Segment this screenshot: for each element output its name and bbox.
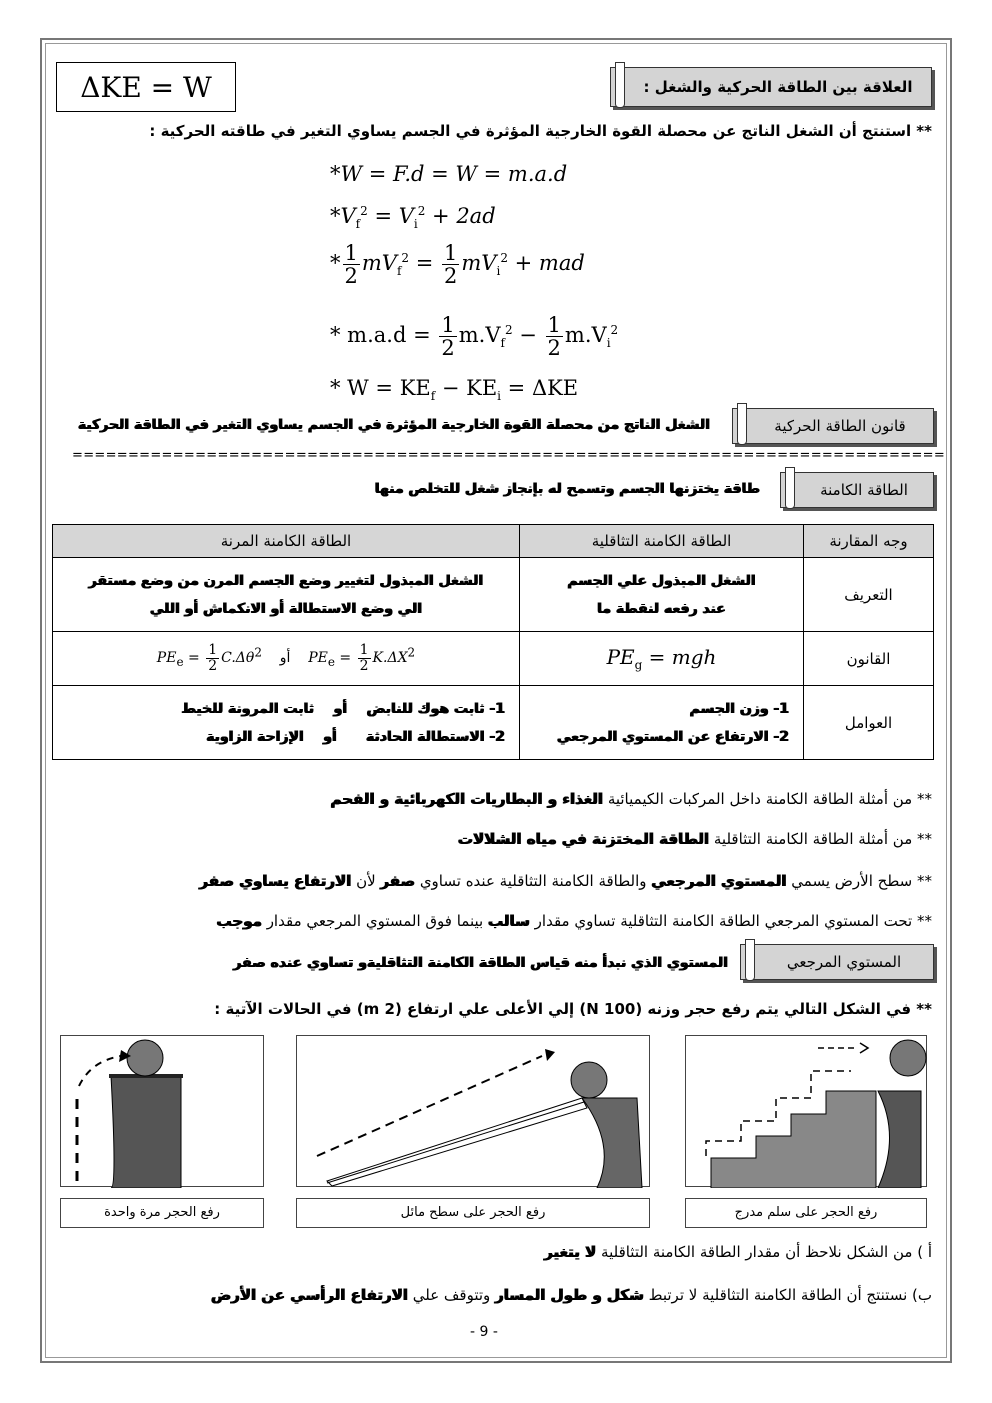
- f-el-2-or: أو: [323, 728, 337, 745]
- table-row-law: [53, 632, 934, 686]
- b3-b3: الارتفاع يساوي صفر: [199, 872, 352, 890]
- b3-p3: لأن: [351, 872, 381, 890]
- b3-p1: ** سطح الأرض يسمي: [786, 872, 932, 890]
- f-el-line2: [53, 723, 505, 751]
- f-el-1b: ثابت المرونة للخيط: [181, 700, 315, 717]
- b2-bold: الطاقة المختزنة في مياه الشلالات: [457, 830, 710, 848]
- header-elastic: الطاقة الكامنة المرنة: [53, 525, 520, 558]
- intro-text: ** استنتج أن الشغل الناتج عن محصلة القوة الخارجية المؤثرة في الجسم يساوي التغير في طاقته الحركية :: [149, 122, 932, 140]
- equation-3: * $\frac{1}{2}$ $mV_f^2$ = $\frac{1}{2}$ $mV_i^2$ + mad: [330, 241, 585, 289]
- equation-4: * m.a.d = $\frac{1}{2}$ $m.V_f^2$ − $\frac{1}{2}$ $m.V_i^2$: [330, 313, 619, 361]
- def-gravitational: [520, 558, 804, 632]
- page-number: - 9 -: [470, 1324, 498, 1340]
- factors-elastic: [53, 686, 520, 760]
- eq5-part3: = ΔKE: [501, 376, 579, 400]
- table-row-factors: [53, 686, 934, 760]
- potential-energy-text: طاقة يختزنها الجسم وتسمح له بإنجاز شغل للتخلص منها: [374, 481, 760, 497]
- figure-incline: [296, 1035, 650, 1187]
- eq5-part2: − KE: [435, 376, 498, 400]
- figure-incline-drawing: [297, 1036, 651, 1188]
- def-el-line1: الشغل المبذول لتغيير وضع الجسم المرن من وضع مستقر: [88, 572, 484, 589]
- b3-b2: صفر: [380, 872, 416, 890]
- formula-box-text: ΔKE = W: [80, 70, 212, 104]
- law-kinetic-label: [732, 408, 934, 444]
- bullet-sign: [217, 912, 932, 930]
- eq5-part1: * W = KE: [330, 376, 431, 400]
- caption-lift-once: رفع الحجر مرة واحدة: [60, 1198, 264, 1228]
- f-grav-1: 1- وزن الجسم: [689, 700, 789, 717]
- def-grav-line2: عند رفعه لنقطة ما: [597, 600, 726, 617]
- b4-p2: بينما فوق المستوي المرجعي مقدار: [261, 912, 488, 930]
- f-el-1-or: أو: [333, 700, 348, 717]
- potential-energy-label: [780, 472, 934, 508]
- separator-line: ==============================================================================: [72, 448, 946, 463]
- f-grav-2: 2- الارتفاع عن المستوي المرجعي: [557, 728, 789, 745]
- cb-p2: وتتوقف علي: [407, 1286, 496, 1304]
- def-grav-line1: الشغل المبذول علي الجسم: [567, 572, 756, 589]
- header-comparison: وجه المقارنة: [804, 525, 934, 558]
- b1-bold: الغذاء و البطاريات الكهربائية و الفحم: [330, 790, 604, 808]
- cb-b1: شكل و طول المسار: [495, 1286, 644, 1304]
- b3-b1: المستوي المرجعي: [651, 872, 787, 890]
- b2-plain: ** من أمثلة الطاقة الكامنة التثاقلية: [709, 830, 932, 848]
- equation-5: * $W = KE_f - KE_i = \Delta KE$: [330, 376, 579, 404]
- figure-intro: ** في الشكل التالي يتم رفع حجر وزنه (100 N) إلي الأعلى علي ارتفاع (2 m) في الحالات الآتية :: [214, 1000, 932, 1018]
- def-el-line2: الي وضع الاستطالة أو الانكماش أو اللي: [149, 600, 423, 617]
- f-el-2b: الإزاحة الزاوية: [206, 728, 304, 745]
- table-row-definition: [53, 558, 934, 632]
- section-title-kinetic-work: [610, 67, 932, 107]
- f-el-1: 1- ثابت هوك للنابض: [366, 700, 505, 717]
- row-label-factors: العوامل: [804, 686, 934, 760]
- reference-level-label: [740, 944, 934, 980]
- cb-b2: الارتفاع الرأسي عن الأرض: [210, 1286, 408, 1304]
- potential-energy-label-text: الطاقة الكامنة: [820, 481, 908, 499]
- figure-lift-once: [60, 1035, 264, 1187]
- b1-plain: ** من أمثلة الطاقة الكامنة داخل المركبات الكيميائية: [603, 790, 932, 808]
- bullet-reference-level: [199, 872, 932, 890]
- factors-gravitational: [520, 686, 804, 760]
- bullet-gravitational-examples: [458, 830, 932, 848]
- caption-incline: رفع الحجر على سطح مائل: [296, 1198, 650, 1228]
- figure-stairs-drawing: [686, 1036, 928, 1188]
- b4-b2: موجب: [216, 912, 262, 930]
- row-label-definition: التعريف: [804, 558, 934, 632]
- f-el-line1: [53, 695, 505, 723]
- figure-lift-once-drawing: [61, 1036, 265, 1188]
- caption-stairs: رفع الحجر على سلم مدرج: [685, 1198, 927, 1228]
- law-kinetic-label-text: قانون الطاقة الحركية: [774, 417, 906, 435]
- figure-stairs: [685, 1035, 927, 1187]
- equation-1: *W = F.d = W = m.a.d: [330, 162, 568, 186]
- row-label-law: القانون: [804, 632, 934, 686]
- law-or: أو: [279, 650, 291, 667]
- b4-b1: سالب: [487, 912, 530, 930]
- formula-box: [56, 62, 236, 112]
- bullet-chemical-examples: [330, 790, 932, 808]
- law-gravitational: $PE_g$ = mgh: [520, 632, 804, 686]
- conclusion-b: [211, 1286, 932, 1304]
- table-header-row: [53, 525, 934, 558]
- section-title-text: العلاقة بين الطاقة الحركية والشغل :: [643, 78, 913, 96]
- header-gravitational: الطاقة الكامنة التثاقلية: [520, 525, 804, 558]
- def-elastic: [53, 558, 520, 632]
- b4-p1: ** تحت المستوي المرجعي الطاقة الكامنة التثاقلية تساوي مقدار: [529, 912, 932, 930]
- f-el-2: 2- الاستطالة الحادثة: [366, 728, 505, 745]
- b3-p2: والطاقة الكامنة التثاقلية عنده تساوي: [415, 872, 652, 890]
- reference-level-label-text: المستوي المرجعي: [786, 953, 902, 971]
- conclusion-a: [544, 1243, 932, 1261]
- ca-plain: أ ) من الشكل نلاحظ أن مقدار الطاقة الكامنة التثاقلية: [596, 1243, 932, 1261]
- comparison-table: [52, 524, 934, 760]
- equation-2: $*V_f^2 = V_i^2 + 2ad$: [330, 204, 496, 232]
- reference-level-text: المستوي الذي نبدأ منه قياس الطاقة الكامنة التثاقليةو تساوي عنده صفر: [233, 955, 728, 971]
- law-kinetic-text: الشغل الناتج من محصلة القوة الخارجية المؤثرة في الجسم يساوي التغير في الطاقة الحركية: [77, 417, 710, 433]
- cb-p1: ب) نستنتج أن الطاقة الكامنة التثاقلية لا ترتبط: [643, 1286, 932, 1304]
- ca-bold: لا يتغير: [544, 1243, 597, 1261]
- law-elastic: $PE_e$ = $\frac{1}{2}$ $C.\Delta\theta^2$ أو $PE_e$ = $\frac{1}{2}$ $K.\Delta X^2$: [53, 632, 520, 686]
